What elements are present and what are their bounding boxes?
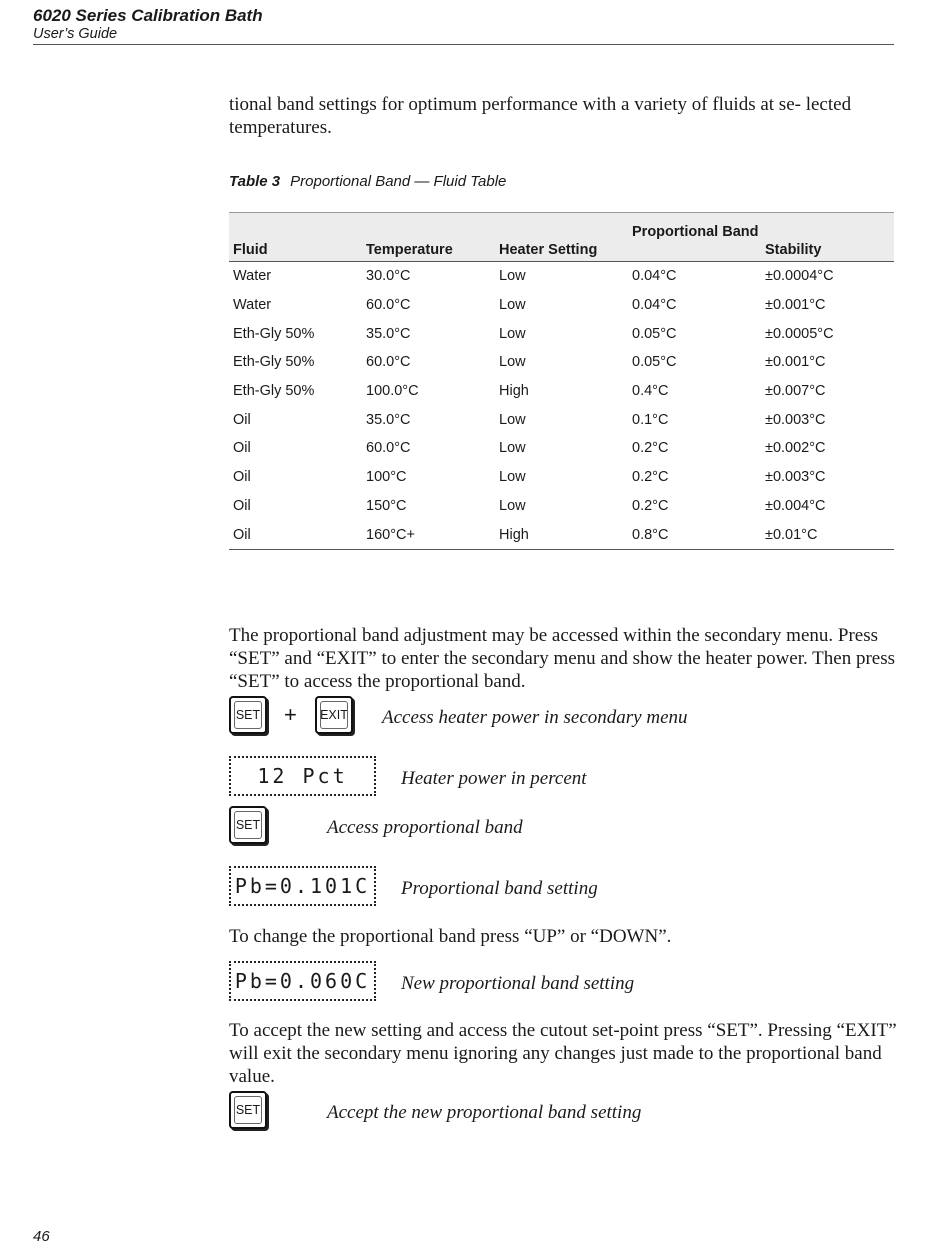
table-cell: 0.04°C — [632, 297, 677, 314]
table-row — [229, 377, 894, 406]
table-cell: ±0.002°C — [765, 440, 826, 457]
table-cell: ±0.001°C — [765, 297, 826, 314]
table-cell: ±0.001°C — [765, 354, 826, 371]
step3-caption: Access proportional band — [327, 817, 523, 838]
table-cell: 0.04°C — [632, 268, 677, 285]
table-cell: High — [499, 383, 529, 400]
table-cell: 0.2°C — [632, 497, 669, 514]
header-fluid: Fluid — [229, 213, 362, 262]
lcd-display-pb-new: Pb=0.060C — [229, 961, 376, 1001]
intro-paragraph: tional band settings for optimum performance with a variety of fluids at se- lected temperatures. — [229, 94, 852, 138]
set-key: SET — [229, 806, 267, 844]
table-cell: ±0.007°C — [765, 383, 826, 400]
table-cell: Eth-Gly 50% — [233, 383, 315, 400]
exit-key: EXIT — [315, 696, 353, 734]
table-cell: Oil — [233, 497, 251, 514]
table-cell: 0.2°C — [632, 469, 669, 486]
accept-paragraph: To accept the new setting and access the cutout set-point press “SET”. Pressing “EXIT” will exit the secondary menu ignoring any changes just made to the proportional band value. — [229, 1020, 897, 1087]
table-cell: Water — [233, 297, 272, 314]
lcd-display-heater-power: 12 Pct — [229, 756, 376, 796]
table-cell: Low — [499, 268, 526, 285]
table-row — [229, 492, 894, 521]
change-paragraph: To change the proportional band press “UP” or “DOWN”. — [229, 926, 672, 947]
table-caption-title: Proportional Band — Fluid Table — [290, 173, 507, 190]
access-paragraph: The proportional band adjustment may be accessed within the secondary menu. Press “SET” and “EXIT” to enter the secondary menu and show the heater power. Then press “SET” to access the proportional band. — [229, 625, 895, 692]
table-row — [229, 434, 894, 463]
table-row — [229, 463, 894, 492]
table-cell: 0.05°C — [632, 325, 677, 342]
table-cell: 160°C+ — [362, 520, 495, 549]
header-heater-setting: Heater Setting — [495, 213, 628, 262]
header-proportional-band: Proportional Band — [628, 213, 761, 262]
table-cell: 0.8°C — [628, 520, 761, 549]
step2-caption: Heater power in percent — [401, 768, 587, 789]
table-row — [229, 348, 894, 377]
table-cell: 60.0°C — [366, 440, 411, 457]
table-cell: Low — [499, 354, 526, 371]
table-cell: 0.2°C — [632, 440, 669, 457]
table-cell: ±0.003°C — [765, 469, 826, 486]
lcd-display-pb-setting: Pb=0.101C — [229, 866, 376, 906]
table-row — [229, 291, 894, 320]
table-cell: High — [495, 520, 628, 549]
table-cell: Oil — [233, 469, 251, 486]
plus-sign: + — [284, 702, 297, 727]
table-cell: 100.0°C — [366, 383, 419, 400]
page-number: 46 — [33, 1228, 50, 1245]
table-cell: Low — [499, 325, 526, 342]
table-cell: ±0.003°C — [765, 411, 826, 428]
step4-caption: Proportional band setting — [401, 878, 598, 899]
table-cell: ±0.0004°C — [765, 268, 834, 285]
table-cell: 150°C — [366, 497, 407, 514]
table-cell: ±0.0005°C — [765, 325, 834, 342]
table-cell: Oil — [233, 440, 251, 457]
table-cell: Low — [499, 440, 526, 457]
table-row — [229, 520, 894, 549]
table-row — [229, 262, 894, 291]
table-cell: 35.0°C — [366, 411, 411, 428]
set-key: SET — [229, 1091, 267, 1129]
table-row — [229, 405, 894, 434]
table-cell: Oil — [229, 520, 362, 549]
step6-caption: Accept the new proportional band setting — [327, 1102, 642, 1123]
page-header — [33, 6, 894, 45]
table-cell: ±0.01°C — [761, 520, 894, 549]
table-cell: 100°C — [366, 469, 407, 486]
table-cell: Low — [499, 497, 526, 514]
table-row — [229, 319, 894, 348]
table-cell: 35.0°C — [366, 325, 411, 342]
table-caption-number: Table 3 — [229, 173, 281, 190]
table-cell: Eth-Gly 50% — [233, 354, 315, 371]
table-cell: Low — [499, 411, 526, 428]
table-cell: 60.0°C — [366, 354, 411, 371]
table-cell: Low — [499, 297, 526, 314]
table-cell: ±0.004°C — [765, 497, 826, 514]
table-cell: 0.4°C — [632, 383, 669, 400]
fluid-table — [229, 212, 894, 550]
table-cell: 60.0°C — [366, 297, 411, 314]
table-cell: Low — [499, 469, 526, 486]
step1-caption: Access heater power in secondary menu — [382, 707, 688, 728]
table-cell: 30.0°C — [366, 268, 411, 285]
set-key: SET — [229, 696, 267, 734]
table-caption — [229, 173, 506, 190]
table-cell: 0.1°C — [632, 411, 669, 428]
table-cell: Water — [233, 268, 272, 285]
table-cell: Eth-Gly 50% — [233, 325, 315, 342]
document-subtitle: User’s Guide — [33, 26, 118, 42]
table-cell: Oil — [233, 411, 251, 428]
header-stability: Stability — [761, 213, 894, 262]
document-title: 6020 Series Calibration Bath — [33, 6, 263, 25]
header-temperature: Temperature — [362, 213, 495, 262]
table-cell: 0.05°C — [632, 354, 677, 371]
step5-caption: New proportional band setting — [401, 973, 635, 994]
table-header-row — [229, 213, 894, 262]
